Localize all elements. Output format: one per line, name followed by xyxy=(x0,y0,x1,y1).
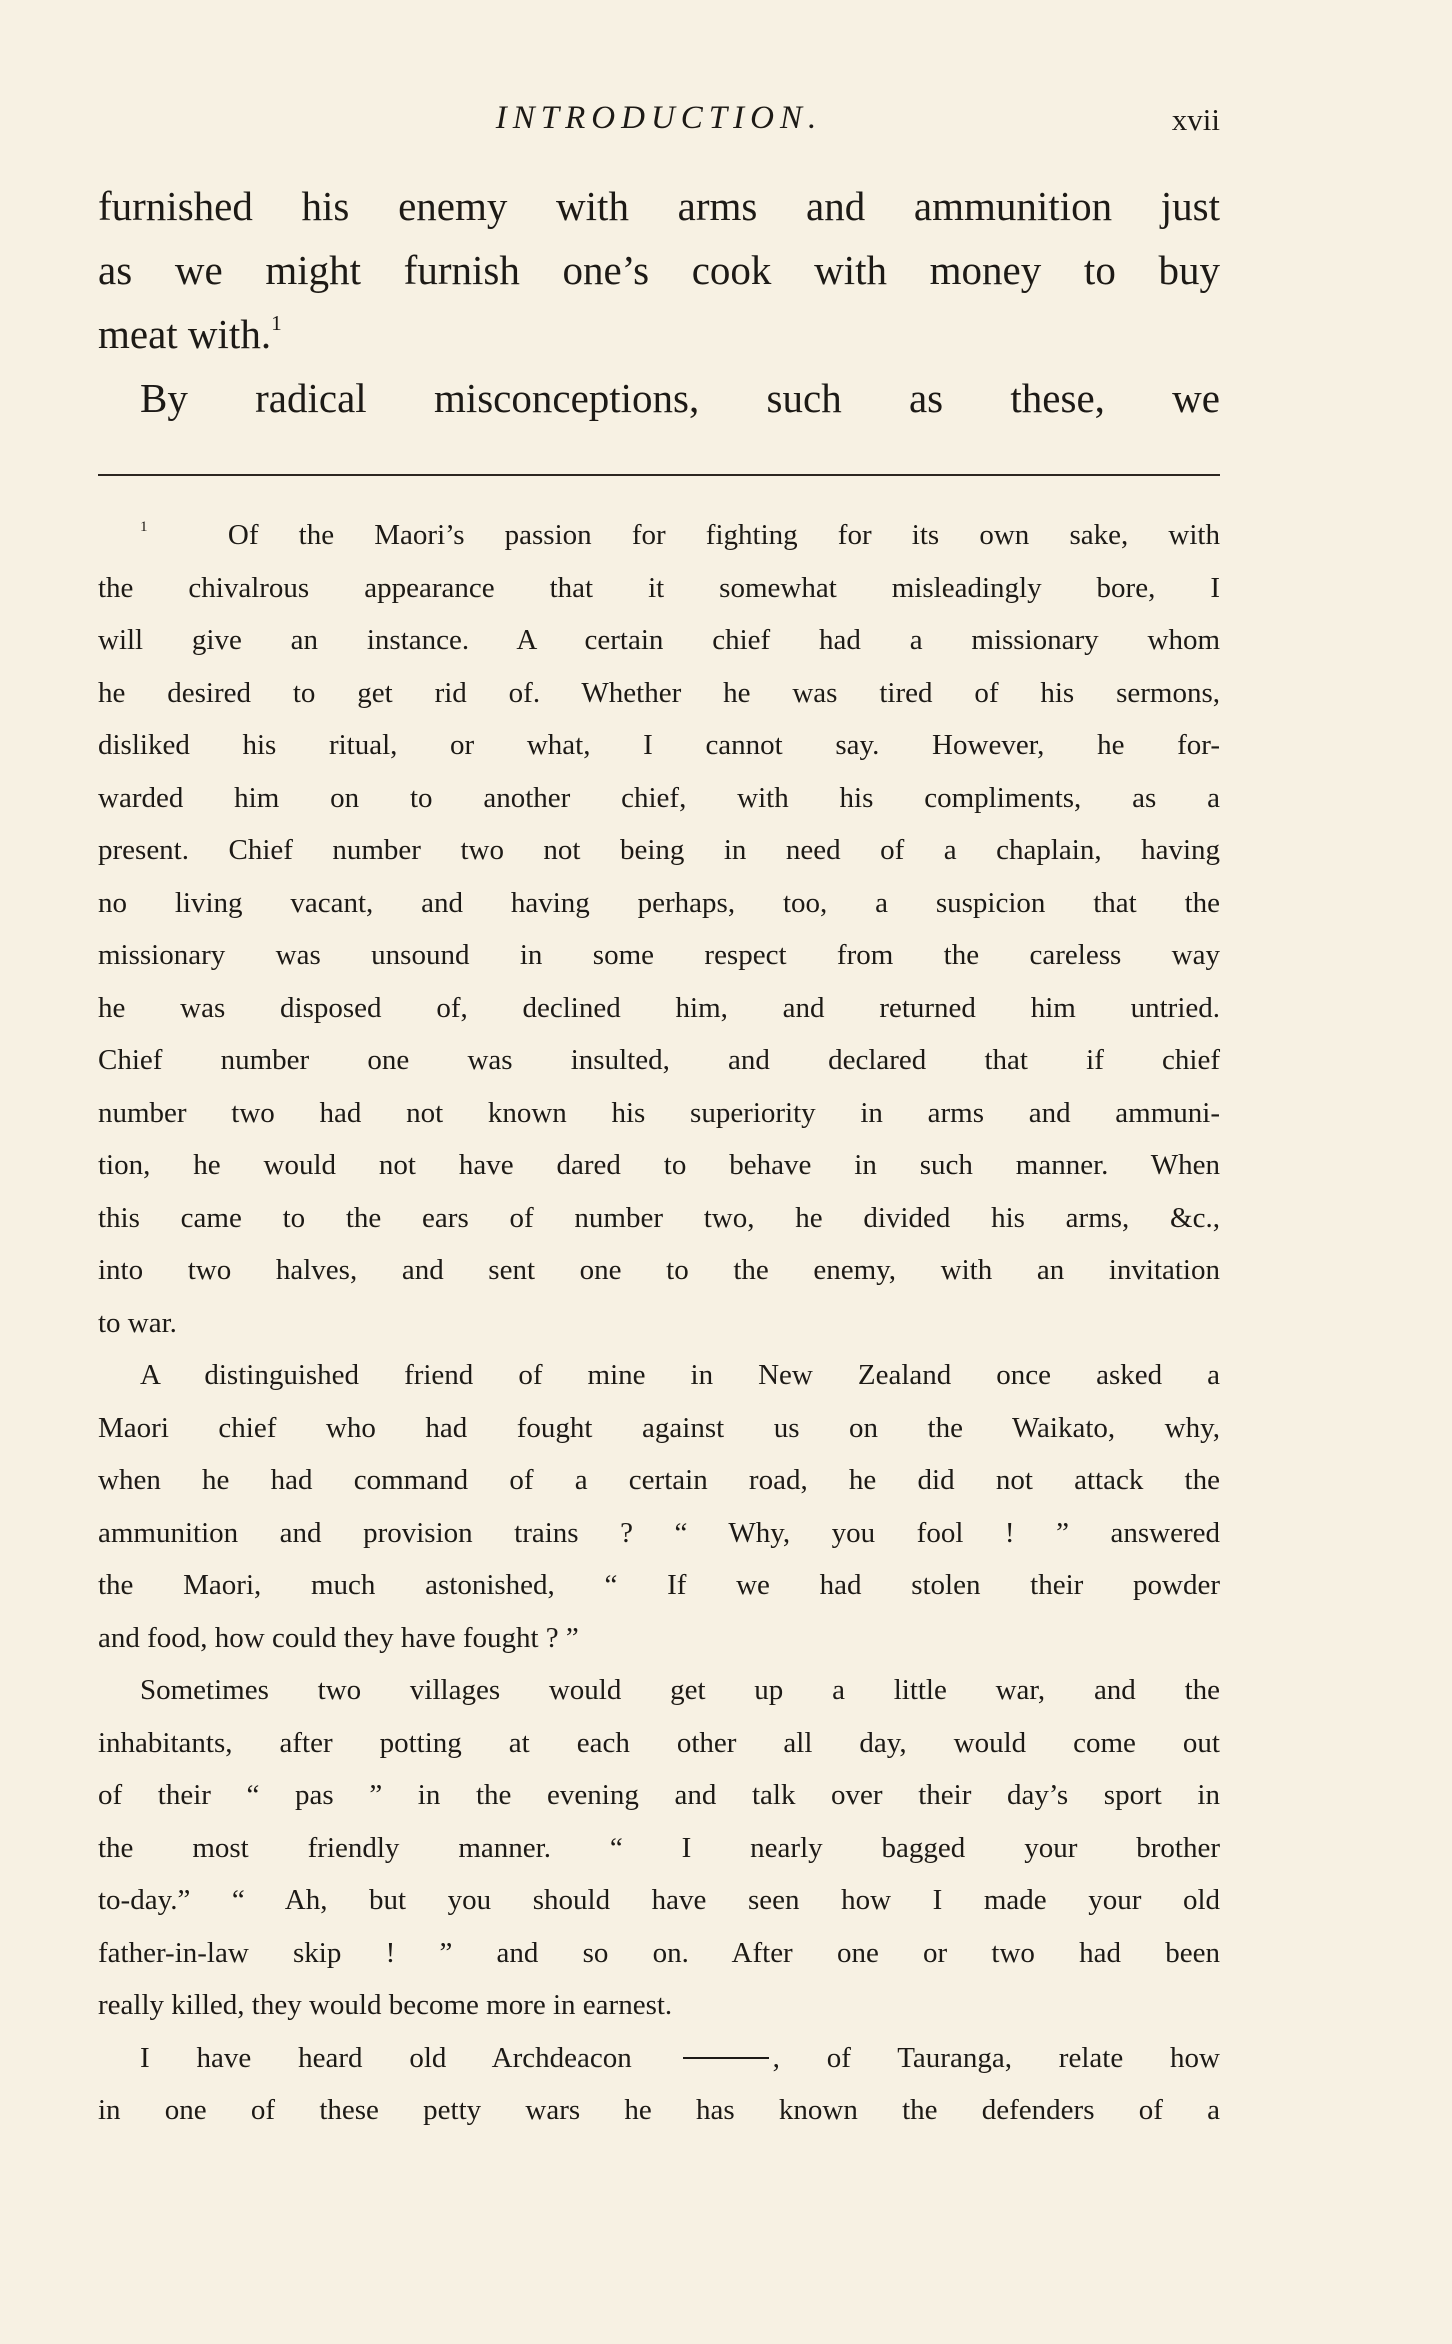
footnote-reference: 1 xyxy=(271,311,282,336)
footnote-line: Chief number one was insulted, and declared that if chief xyxy=(98,1044,1220,1076)
footnote-line: inhabitants, after potting at each other all day, would come out xyxy=(98,1726,1220,1759)
footnote-line: present. Chief number two not being in need of a chaplain, having xyxy=(98,834,1220,866)
footnote-line xyxy=(98,509,1220,562)
footnote-line: he desired to get rid of. Whether he was tired of his sermons, xyxy=(98,676,1220,709)
footnote-line: the Maori, much astonished, “ If we had stolen their powder xyxy=(98,1569,1220,1601)
footnote-line: A distinguished friend of mine in New Zealand once asked a xyxy=(140,1359,1220,1391)
footnote-line: this came to the ears of number two, he divided his arms, &c., xyxy=(98,1201,1220,1234)
footnote-line: into two halves, and sent one to the enemy, with an invitation xyxy=(98,1254,1220,1286)
footnote-line: the chivalrous appearance that it somewhat misleadingly bore, I xyxy=(98,571,1220,604)
footnote-marker: 1 xyxy=(140,519,148,536)
footnote-line: disliked his ritual, or what, I cannot say. However, he for- xyxy=(98,729,1220,761)
footnote-line-end: , of Tauranga, relate how xyxy=(772,2041,1220,2074)
footnote-line: father-in-law skip ! ” and so on. After one or two had been xyxy=(98,1936,1220,1969)
main-text xyxy=(98,174,1220,430)
main-text-line: By radical misconceptions, such as these, we xyxy=(140,375,1220,421)
footnote-line: really killed, they would become more in earnest. xyxy=(98,1989,673,2021)
footnote-line: Maori chief who had fought against us on the Waikato, why, xyxy=(98,1411,1220,1444)
footnote-line: the most friendly manner. “ I nearly bagged your brother xyxy=(98,1831,1220,1864)
footnote-line-content: Of the Maori’s passion for fighting for its own sake, with xyxy=(227,519,1220,551)
footnote-line: tion, he would not have dared to behave in such manner. When xyxy=(98,1149,1220,1181)
main-text-line: as we might furnish one’s cook with money to buy xyxy=(98,247,1220,293)
footnote-line: no living vacant, and having perhaps, too, a suspicion that the xyxy=(98,886,1220,919)
name-omission-dash xyxy=(683,2057,769,2059)
page-number: xvii xyxy=(1171,102,1220,137)
footnote-line: ammunition and provision trains ? “ Why, you fool ! ” answered xyxy=(98,1516,1220,1549)
main-text-line: furnished his enemy with arms and ammunition just xyxy=(98,183,1220,229)
main-text-line xyxy=(98,302,1220,366)
footnote-line: in one of these petty wars he has known the defenders of a xyxy=(98,2094,1220,2126)
footnote-line: Sometimes two villages would get up a little war, and the xyxy=(140,1674,1220,1706)
footnote-line: when he had command of a certain road, he did not attack the xyxy=(98,1464,1220,1496)
footnote-line: will give an instance. A certain chief had a missionary whom xyxy=(98,624,1220,656)
footnote xyxy=(98,509,1220,2137)
footnote-line: of their “ pas ” in the evening and talk over their day’s sport in xyxy=(98,1779,1220,1811)
footnote-line: missionary was unsound in some respect from the careless way xyxy=(98,939,1220,971)
footnote-line xyxy=(98,2032,1220,2085)
footnote-line: warded him on to another chief, with his compliments, as a xyxy=(98,781,1220,814)
footnote-line: he was disposed of, declined him, and returned him untried. xyxy=(98,991,1220,1024)
footnote-line: and food, how could they have fought ? ” xyxy=(98,1621,579,1654)
footnote-divider xyxy=(98,474,1220,476)
footnote-line-start: I have heard old Archdeacon xyxy=(140,2041,632,2074)
footnote-line: to-day.” “ Ah, but you should have seen how I made your old xyxy=(98,1884,1220,1916)
footnote-line: number two had not known his superiority in arms and ammuni- xyxy=(98,1096,1220,1129)
footnote-line: to war. xyxy=(98,1306,177,1339)
running-title: INTRODUCTION. xyxy=(495,100,823,136)
running-header xyxy=(98,98,1220,146)
main-text-line-content: meat with. xyxy=(98,311,272,357)
